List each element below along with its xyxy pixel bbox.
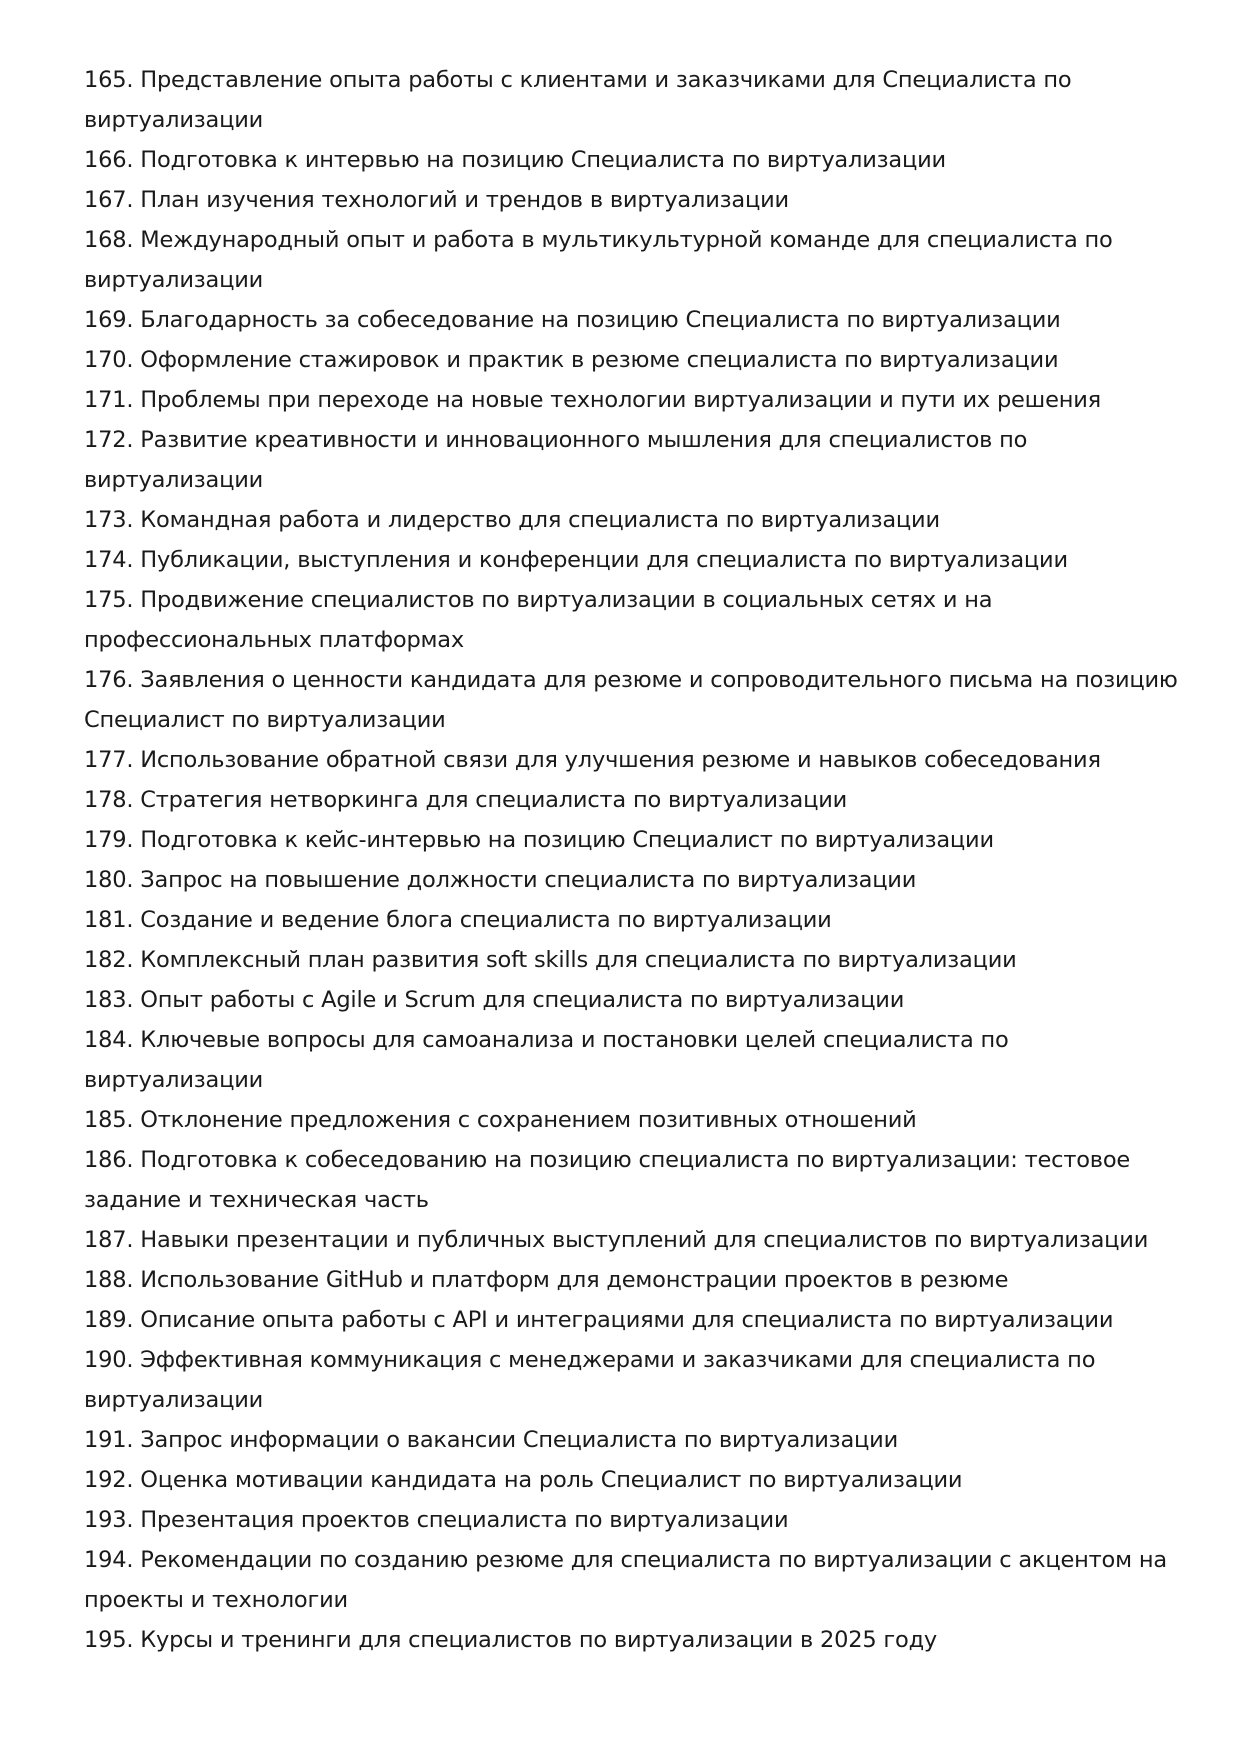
list-item: 182. Комплексный план развития soft skills для специалиста по виртуализации: [84, 947, 1017, 973]
list-item: 174. Публикации, выступления и конференции для специалиста по виртуализации: [84, 547, 1068, 573]
list-item: 195. Курсы и тренинги для специалистов по виртуализации в 2025 году: [84, 1627, 938, 1653]
list-item: 175. Продвижение специалистов по виртуализации в социальных сетях и на профессиональных платформах: [84, 587, 993, 653]
list-item: 176. Заявления о ценности кандидата для резюме и сопроводительного письма на позицию Специалист по виртуализации: [84, 667, 1178, 733]
list-item: 183. Опыт работы с Agile и Scrum для специалиста по виртуализации: [84, 987, 905, 1013]
list-item: 172. Развитие креативности и инновационного мышления для специалистов по виртуализации: [84, 427, 1028, 493]
list-item: 194. Рекомендации по созданию резюме для специалиста по виртуализации с акцентом на проекты и технологии: [84, 1547, 1167, 1613]
list-item: 165. Представление опыта работы с клиентами и заказчиками для Специалиста по виртуализации: [84, 67, 1072, 133]
list-item: 170. Оформление стажировок и практик в резюме специалиста по виртуализации: [84, 347, 1059, 373]
list-item: 166. Подготовка к интервью на позицию Специалиста по виртуализации: [84, 147, 946, 173]
list-item: 185. Отклонение предложения с сохранением позитивных отношений: [84, 1107, 917, 1133]
list-item: 177. Использование обратной связи для улучшения резюме и навыков собеседования: [84, 747, 1101, 773]
list-item: 188. Использование GitHub и платформ для демонстрации проектов в резюме: [84, 1267, 1009, 1293]
list-item: 193. Презентация проектов специалиста по виртуализации: [84, 1507, 789, 1533]
list-item: 192. Оценка мотивации кандидата на роль Специалист по виртуализации: [84, 1467, 963, 1493]
list-item: 189. Описание опыта работы с API и интеграциями для специалиста по виртуализации: [84, 1307, 1114, 1333]
list-item: 184. Ключевые вопросы для самоанализа и постановки целей специалиста по виртуализации: [84, 1027, 1009, 1093]
list-item: 191. Запрос информации о вакансии Специалиста по виртуализации: [84, 1427, 898, 1453]
list-item: 187. Навыки презентации и публичных выступлений для специалистов по виртуализации: [84, 1227, 1149, 1253]
list-item: 179. Подготовка к кейс-интервью на позицию Специалист по виртуализации: [84, 827, 994, 853]
list-item: 180. Запрос на повышение должности специалиста по виртуализации: [84, 867, 917, 893]
list-item: 171. Проблемы при переходе на новые технологии виртуализации и пути их решения: [84, 387, 1101, 413]
list-item: 169. Благодарность за собеседование на позицию Специалиста по виртуализации: [84, 307, 1061, 333]
list-item: 173. Командная работа и лидерство для специалиста по виртуализации: [84, 507, 940, 533]
list-item: 181. Создание и ведение блога специалиста по виртуализации: [84, 907, 832, 933]
topic-list: [84, 60, 1179, 1660]
list-item: 190. Эффективная коммуникация с менеджерами и заказчиками для специалиста по виртуализации: [84, 1347, 1096, 1413]
list-item: 186. Подготовка к собеседованию на позицию специалиста по виртуализации: тестовое задание и техническая часть: [84, 1147, 1131, 1213]
list-item: 168. Международный опыт и работа в мультикультурной команде для специалиста по виртуализации: [84, 227, 1113, 293]
list-item: 167. План изучения технологий и трендов в виртуализации: [84, 187, 789, 213]
list-item: 178. Стратегия нетворкинга для специалиста по виртуализации: [84, 787, 848, 813]
